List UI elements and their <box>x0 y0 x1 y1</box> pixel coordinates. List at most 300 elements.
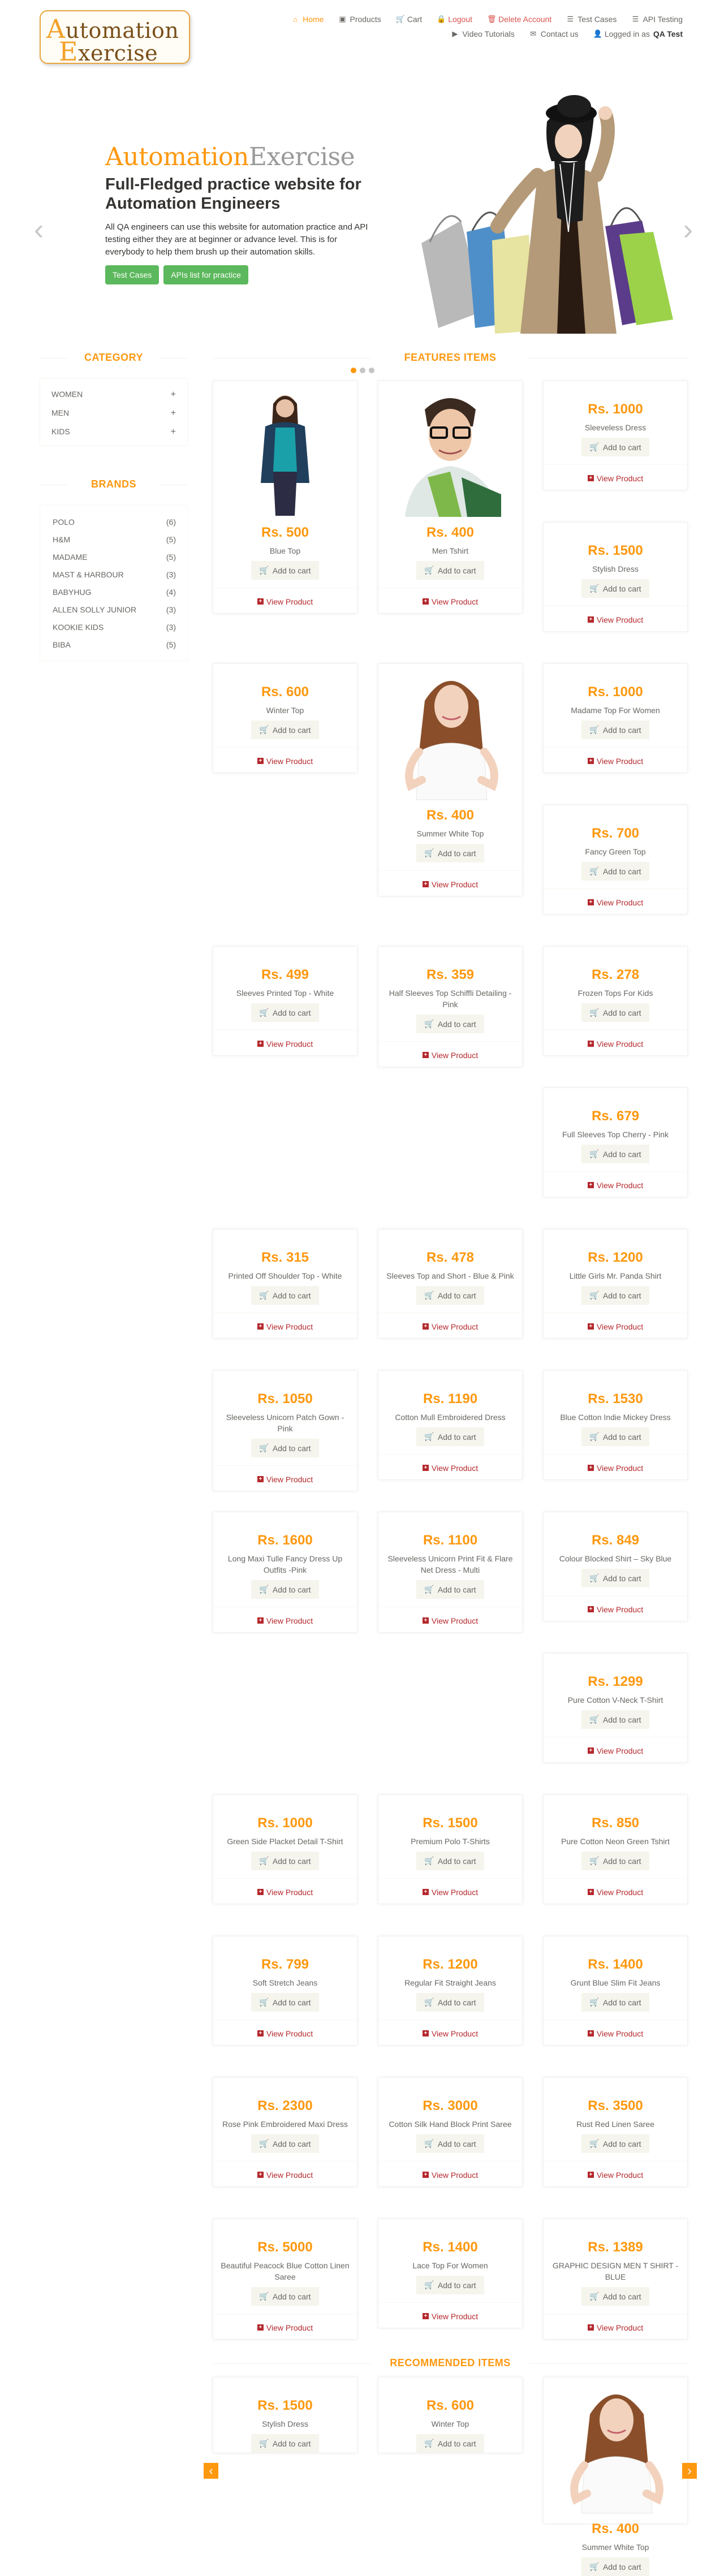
view-product-label: View Product <box>431 879 479 889</box>
product-name: Full Sleeves Top Cherry - Pink <box>562 1130 669 1139</box>
view-product-label: View Product <box>596 615 644 624</box>
nav-label: Home <box>303 15 324 24</box>
product-card <box>543 663 688 773</box>
plus-square-icon: + <box>588 1889 594 1895</box>
view-product-link[interactable] <box>423 2171 478 2180</box>
product-card <box>543 1512 688 1621</box>
add-to-cart-label: Add to cart <box>272 1997 311 2007</box>
product-image <box>559 2380 672 2513</box>
product-name: Regular Fit Straight Jeans <box>404 1978 496 1987</box>
plus-square-icon: + <box>423 2172 429 2178</box>
shirt-icon: ▣ <box>339 15 346 23</box>
add-to-cart-button[interactable] <box>581 1569 649 1587</box>
product-image <box>248 387 322 517</box>
brands-panel <box>40 505 188 661</box>
hero-carousel <box>0 79 724 345</box>
home-icon: ⌂ <box>293 15 298 24</box>
add-to-cart-label: Add to cart <box>437 1585 476 1594</box>
add-to-cart-button[interactable] <box>251 1003 318 1022</box>
nav-label: Video Tutorials <box>462 29 515 38</box>
view-product-link[interactable] <box>257 2029 313 2038</box>
add-to-cart-label: Add to cart <box>437 1019 476 1029</box>
view-product-label: View Product <box>431 1463 479 1473</box>
nav-video-tutorials[interactable] <box>443 29 522 38</box>
list-icon: ☰ <box>567 15 574 23</box>
product-card <box>378 2219 523 2328</box>
plus-square-icon: + <box>257 1889 264 1895</box>
cart-icon: 🛒 <box>589 1008 600 1017</box>
product-price: Rs. 700 <box>591 826 640 841</box>
add-to-cart-button[interactable] <box>251 720 318 739</box>
product-name: Sleeveless Unicorn Print Fit & Flare Net Dress - Multi <box>387 1554 513 1574</box>
view-product-label: View Product <box>596 897 644 907</box>
add-to-cart-button[interactable] <box>416 561 484 580</box>
view-product-label: View Product <box>596 473 644 483</box>
plus-square-icon: + <box>588 2172 594 2178</box>
expand-plus-icon[interactable]: + <box>170 408 176 418</box>
nav-contact-us[interactable] <box>522 29 586 38</box>
view-product-link[interactable] <box>588 2323 643 2332</box>
add-to-cart-label: Add to cart <box>272 2139 311 2148</box>
youtube-icon: ▶ <box>452 29 458 38</box>
product-card <box>213 1370 357 1491</box>
view-product-link[interactable] <box>423 880 478 889</box>
product-image-wrapper <box>544 2377 687 2513</box>
brand-count: (5) <box>166 553 176 562</box>
add-to-cart-label: Add to cart <box>602 1432 641 1442</box>
brand-name: H&M <box>53 535 71 544</box>
view-product-link[interactable] <box>588 1181 643 1190</box>
cart-icon: 🛒 <box>395 15 405 23</box>
site-header <box>0 0 724 65</box>
add-to-cart-label: Add to cart <box>437 1291 476 1300</box>
add-to-cart-button[interactable] <box>251 2434 318 2453</box>
view-product-link[interactable] <box>588 615 643 624</box>
add-to-cart-label: Add to cart <box>272 1443 311 1453</box>
product-name: Half Sleeves Top Schiffli Detailing - Pink <box>389 989 512 1009</box>
brand-link[interactable] <box>53 566 176 584</box>
product-card <box>378 663 523 896</box>
view-product-link[interactable] <box>588 1322 643 1331</box>
brand-name: POLO <box>53 517 75 527</box>
hero-brand-orange: Automation <box>105 143 249 171</box>
plus-square-icon: + <box>588 1041 594 1047</box>
add-to-cart-button[interactable] <box>581 720 649 739</box>
view-product-link[interactable] <box>423 1322 478 1331</box>
view-product-link[interactable] <box>423 1616 478 1625</box>
view-product-label: View Product <box>431 1887 479 1897</box>
brand-link[interactable] <box>53 601 176 619</box>
view-product-link[interactable] <box>588 1464 643 1473</box>
add-to-cart-button[interactable] <box>416 2276 484 2294</box>
add-to-cart-button[interactable] <box>416 1580 484 1599</box>
add-to-cart-button[interactable] <box>416 2434 484 2453</box>
plus-square-icon: + <box>588 616 594 623</box>
nav-logout[interactable] <box>429 15 480 24</box>
cart-icon: 🛒 <box>424 1856 434 1865</box>
product-price: Rs. 1050 <box>257 1391 313 1406</box>
view-product-label: View Product <box>596 1039 644 1048</box>
view-product-label: View Product <box>596 1322 644 1331</box>
view-product-link[interactable] <box>257 1616 313 1625</box>
cart-icon: 🛒 <box>589 1291 600 1300</box>
cart-icon: 🛒 <box>259 1997 269 2007</box>
product-card <box>213 1229 357 1339</box>
product-price: Rs. 679 <box>591 1108 640 1124</box>
plus-square-icon: + <box>257 2030 264 2036</box>
features-title: FEATURES ITEMS <box>213 352 688 364</box>
view-product-label: View Product <box>266 1887 313 1897</box>
product-name: Rust Red Linen Saree <box>576 2120 654 2129</box>
add-to-cart-button[interactable] <box>251 1286 318 1305</box>
product-name: Sleeves Top and Short - Blue & Pink <box>386 1271 514 1280</box>
recommended-next-arrow[interactable]: › <box>682 2463 697 2479</box>
product-card <box>378 946 523 1067</box>
site-logo[interactable] <box>40 10 190 67</box>
category-title: CATEGORY <box>40 352 188 364</box>
product-price: Rs. 1400 <box>588 1957 643 1972</box>
view-product-label: View Product <box>266 2170 313 2180</box>
recommended-title: RECOMMENDED ITEMS <box>213 2357 688 2369</box>
view-product-label: View Product <box>596 2323 644 2332</box>
brand-name: BIBA <box>53 640 71 649</box>
view-product-label: View Product <box>596 1887 644 1897</box>
plus-square-icon: + <box>257 1476 264 1482</box>
cart-icon: 🛒 <box>589 1997 600 2007</box>
product-card <box>543 946 688 1056</box>
add-to-cart-label: Add to cart <box>602 442 641 452</box>
add-to-cart-label: Add to cart <box>437 848 476 858</box>
add-to-cart-label: Add to cart <box>272 2439 311 2448</box>
product-price: Rs. 3000 <box>423 2098 478 2113</box>
category-kids[interactable] <box>51 423 176 442</box>
category-men[interactable] <box>51 404 176 423</box>
product-price: Rs. 2300 <box>257 2098 313 2113</box>
view-product-link[interactable] <box>257 1322 313 1331</box>
add-to-cart-label: Add to cart <box>437 566 476 575</box>
view-product-link[interactable] <box>588 1039 643 1048</box>
brand-name: ALLEN SOLLY JUNIOR <box>53 605 137 614</box>
plus-square-icon: + <box>257 1323 264 1330</box>
nav-label: Delete Account <box>498 15 552 24</box>
logo-text: xercise <box>78 41 158 66</box>
product-name: Frozen Tops For Kids <box>578 989 653 998</box>
nav-label: Logout <box>448 15 473 24</box>
product-name: Lace Top For Women <box>412 2261 488 2270</box>
cart-icon: 🛒 <box>259 725 269 734</box>
add-to-cart-label: Add to cart <box>602 1008 641 1017</box>
cart-icon: 🛒 <box>589 584 600 593</box>
product-name: Pure Cotton V-Neck T-Shirt <box>567 1695 663 1705</box>
add-to-cart-button[interactable] <box>416 1015 484 1033</box>
expand-plus-icon[interactable]: + <box>170 427 176 437</box>
cart-icon: 🛒 <box>589 2139 600 2148</box>
add-to-cart-button[interactable] <box>416 1993 484 2012</box>
nav-logged-in-as[interactable] <box>586 29 690 38</box>
product-price: Rs. 600 <box>426 2398 475 2413</box>
view-product-link[interactable] <box>423 1051 478 1060</box>
product-price: Rs. 1500 <box>423 1815 478 1831</box>
add-to-cart-button[interactable] <box>581 438 649 456</box>
product-price: Rs. 278 <box>591 967 640 982</box>
product-name: Sleeveless Dress <box>584 423 647 432</box>
logo-text: utomation <box>65 18 179 43</box>
view-product-label: View Product <box>266 1039 313 1048</box>
cart-icon: 🛒 <box>589 725 600 734</box>
product-card <box>543 2077 688 2187</box>
plus-square-icon: + <box>257 758 264 764</box>
girl-shopping-illustration <box>399 90 679 334</box>
cart-icon: 🛒 <box>424 1291 434 1300</box>
view-product-label: View Product <box>431 1616 479 1625</box>
view-product-link[interactable] <box>588 2029 643 2038</box>
product-image-wrapper <box>378 381 522 517</box>
cart-icon: 🛒 <box>424 566 434 575</box>
add-to-cart-button[interactable] <box>416 1852 484 1870</box>
nav-api-testing[interactable] <box>624 15 690 24</box>
brand-name: MAST & HARBOUR <box>53 570 124 579</box>
product-name: Premium Polo T-Shirts <box>411 1837 490 1846</box>
plus-square-icon: + <box>423 1617 429 1624</box>
logo-letter: A <box>46 14 66 44</box>
category-panel <box>40 378 188 446</box>
product-card <box>543 805 688 914</box>
product-card <box>378 2077 523 2187</box>
cart-icon: 🛒 <box>424 1432 434 1441</box>
add-to-cart-button[interactable] <box>416 1427 484 1446</box>
brand-count: (3) <box>166 570 176 579</box>
product-name: Winter Top <box>266 706 304 715</box>
carousel-next-arrow[interactable]: › <box>683 213 693 246</box>
view-product-link[interactable] <box>257 597 313 606</box>
view-product-link[interactable] <box>257 1039 313 1048</box>
product-card <box>213 2219 357 2340</box>
carousel-prev-arrow[interactable]: ‹ <box>34 213 44 246</box>
nav-label: Logged in as <box>604 29 650 38</box>
brand-link[interactable] <box>53 531 176 549</box>
plus-square-icon: + <box>423 881 429 887</box>
view-product-label: View Product <box>266 1322 313 1331</box>
product-card <box>543 1936 688 2046</box>
view-product-label: View Product <box>431 2170 479 2180</box>
brand-link[interactable] <box>53 549 176 566</box>
add-to-cart-label: Add to cart <box>272 2292 311 2301</box>
product-name: Sleeves Printed Top - White <box>236 989 334 998</box>
recommended-prev-arrow[interactable]: ‹ <box>204 2463 218 2479</box>
view-product-label: View Product <box>431 1050 479 1060</box>
add-to-cart-button[interactable] <box>251 2287 318 2306</box>
view-product-link[interactable] <box>588 1605 643 1614</box>
trash-icon: 🗑 <box>487 15 497 23</box>
product-name: Men Tshirt <box>432 546 469 555</box>
cart-icon: 🛒 <box>259 2292 269 2301</box>
plus-square-icon: + <box>423 598 429 605</box>
add-to-cart-label: Add to cart <box>602 725 641 735</box>
add-to-cart-label: Add to cart <box>602 584 641 593</box>
cart-icon: 🛒 <box>589 1715 600 1724</box>
expand-plus-icon[interactable]: + <box>170 390 176 399</box>
add-to-cart-button[interactable] <box>581 1427 649 1446</box>
view-product-label: View Product <box>266 1616 313 1625</box>
product-card <box>543 2219 688 2340</box>
add-to-cart-button[interactable] <box>581 1003 649 1022</box>
product-card <box>543 381 688 490</box>
add-to-cart-button[interactable] <box>581 862 649 881</box>
product-name: Winter Top <box>431 2419 469 2428</box>
view-product-link[interactable] <box>257 2323 313 2332</box>
view-product-link[interactable] <box>588 757 643 766</box>
product-price: Rs. 1100 <box>423 1533 478 1548</box>
content-area <box>0 345 724 2571</box>
plus-square-icon: + <box>588 1606 594 1612</box>
view-product-label: View Product <box>596 2029 644 2038</box>
plus-square-icon: + <box>423 1052 429 1058</box>
add-to-cart-label: Add to cart <box>437 1856 476 1866</box>
category-women[interactable] <box>51 386 176 404</box>
view-product-link[interactable] <box>588 474 643 483</box>
category-label: WOMEN <box>51 390 83 399</box>
nav-test-cases[interactable] <box>559 15 624 24</box>
add-to-cart-button[interactable] <box>416 844 484 862</box>
view-product-link[interactable] <box>257 757 313 766</box>
add-to-cart-button[interactable] <box>251 561 318 580</box>
nav-products[interactable] <box>331 15 388 24</box>
brand-link[interactable] <box>53 514 176 531</box>
brand-link[interactable] <box>53 636 176 654</box>
add-to-cart-button[interactable] <box>251 1852 318 1870</box>
product-price: Rs. 478 <box>426 1250 475 1265</box>
user-icon: 👤 <box>593 29 602 38</box>
add-to-cart-button[interactable] <box>581 579 649 598</box>
cart-icon: 🛒 <box>589 442 600 451</box>
product-card <box>213 2077 357 2187</box>
product-price: Rs. 1600 <box>257 1533 313 1548</box>
view-product-label: View Product <box>431 2029 479 2038</box>
add-to-cart-button[interactable] <box>581 1145 649 1163</box>
product-name: Long Maxi Tulle Fancy Dress Up Outfits -Pink <box>227 1554 343 1574</box>
product-card <box>543 1794 688 1904</box>
test-cases-button[interactable]: Test Cases <box>105 265 159 284</box>
cart-icon: 🛒 <box>259 1008 269 1017</box>
nav-delete-account[interactable] <box>480 15 559 24</box>
add-to-cart-label: Add to cart <box>437 2280 476 2290</box>
view-product-label: View Product <box>596 756 644 766</box>
product-card <box>378 1512 523 1633</box>
add-to-cart-button[interactable] <box>251 1580 318 1599</box>
brand-link[interactable] <box>53 619 176 636</box>
product-card <box>543 1229 688 1339</box>
cart-icon: 🛒 <box>259 1856 269 1865</box>
add-to-cart-label: Add to cart <box>272 1291 311 1300</box>
product-name: Fancy Green Top <box>585 847 646 856</box>
add-to-cart-button[interactable] <box>581 2287 649 2306</box>
brand-link[interactable] <box>53 584 176 601</box>
hero-image <box>399 90 679 334</box>
product-price: Rs. 1299 <box>588 1674 643 1689</box>
product-card <box>543 1653 688 1763</box>
apis-list-button[interactable]: APIs list for practice <box>163 265 248 284</box>
cart-icon: 🛒 <box>589 1149 600 1158</box>
add-to-cart-button[interactable] <box>581 2134 649 2153</box>
add-to-cart-button[interactable] <box>251 2134 318 2153</box>
cart-icon: 🛒 <box>259 1585 269 1594</box>
view-product-link[interactable] <box>257 1475 313 1484</box>
product-name: Blue Top <box>269 546 301 555</box>
view-product-link[interactable] <box>423 1888 478 1897</box>
add-to-cart-label: Add to cart <box>272 1008 311 1017</box>
cart-icon: 🛒 <box>259 2439 269 2448</box>
add-to-cart-label: Add to cart <box>272 1585 311 1594</box>
lock-icon: 🔒 <box>437 15 446 23</box>
view-product-link[interactable] <box>588 1746 643 1755</box>
hero-text <box>105 143 377 284</box>
view-product-link[interactable] <box>423 2312 478 2321</box>
product-price: Rs. 1530 <box>588 1391 643 1406</box>
nav-cart[interactable] <box>389 15 429 24</box>
add-to-cart-button[interactable] <box>581 1286 649 1305</box>
add-to-cart-button[interactable] <box>581 1852 649 1870</box>
product-image <box>394 387 507 517</box>
list-icon: ☰ <box>632 15 639 23</box>
view-product-label: View Product <box>596 1746 644 1755</box>
view-product-link[interactable] <box>423 1464 478 1473</box>
nav-home[interactable] <box>284 15 331 24</box>
add-to-cart-button[interactable] <box>251 1439 318 1457</box>
add-to-cart-button[interactable] <box>416 1286 484 1305</box>
view-product-link[interactable] <box>423 597 478 606</box>
view-product-link[interactable] <box>257 2171 313 2180</box>
product-image <box>394 667 507 800</box>
cart-icon: 🛒 <box>589 2562 600 2571</box>
product-name: GRAPHIC DESIGN MEN T SHIRT - BLUE <box>552 2261 679 2281</box>
add-to-cart-button[interactable] <box>581 1993 649 2012</box>
product-name: Stylish Dress <box>592 564 639 573</box>
brands-title: BRANDS <box>40 478 188 490</box>
view-product-link[interactable] <box>423 2029 478 2038</box>
add-to-cart-button[interactable] <box>251 1993 318 2012</box>
product-card <box>213 1936 357 2046</box>
product-price: Rs. 850 <box>591 1815 640 1831</box>
plus-square-icon: + <box>588 1465 594 1471</box>
product-price: Rs. 1000 <box>588 402 643 417</box>
add-to-cart-label: Add to cart <box>602 2139 641 2148</box>
brand-count: (4) <box>166 588 176 597</box>
product-price: Rs. 500 <box>261 525 309 540</box>
product-card <box>378 1229 523 1339</box>
product-name: Sleeveless Unicorn Patch Gown - Pink <box>226 1413 344 1433</box>
view-product-link[interactable] <box>257 1888 313 1897</box>
cart-icon: 🛒 <box>259 2139 269 2148</box>
product-name: Grunt Blue Slim Fit Jeans <box>570 1978 661 1987</box>
view-product-link[interactable] <box>588 2171 643 2180</box>
add-to-cart-label: Add to cart <box>437 2439 476 2448</box>
view-product-link[interactable] <box>588 1888 643 1897</box>
product-card <box>213 946 357 1056</box>
category-label: MEN <box>51 408 70 417</box>
product-name: Cotton Silk Hand Block Print Saree <box>389 2120 512 2129</box>
add-to-cart-button[interactable] <box>581 1710 649 1729</box>
view-product-label: View Product <box>596 1604 644 1614</box>
cart-icon: 🛒 <box>589 1432 600 1441</box>
product-card <box>378 2377 523 2453</box>
add-to-cart-label: Add to cart <box>602 1573 641 1583</box>
add-to-cart-button[interactable] <box>416 2134 484 2153</box>
plus-square-icon: + <box>257 1041 264 1047</box>
view-product-link[interactable] <box>588 898 643 907</box>
product-price: Rs. 1200 <box>588 1250 643 1265</box>
add-to-cart-label: Add to cart <box>272 1856 311 1866</box>
add-to-cart-button[interactable] <box>581 2557 649 2576</box>
